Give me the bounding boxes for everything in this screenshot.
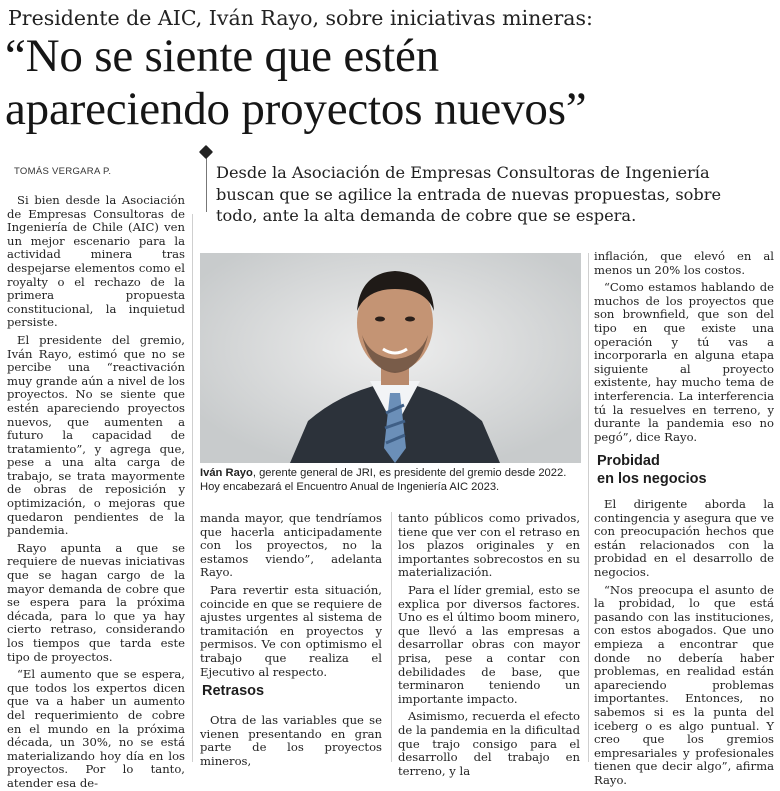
paragraph: El dirigente aborda la contingencia y asegura que ve con preocupación hechos que están relacionados con la probidad en el desarrollo de negocios.	[594, 497, 774, 579]
paragraph: manda mayor, que tendríamos que hacerla anticipadamente con los proyectos, no la estamos viendo”, adelanta Rayo.	[200, 511, 382, 580]
lead-line: Desde la Asociación de Empresas Consultoras de Ingeniería	[216, 163, 710, 182]
headline-line-2: apareciendo proyectos nuevos”	[5, 83, 587, 135]
diamond-bullet-icon	[199, 145, 213, 159]
article-lead	[216, 162, 776, 227]
lead-line: todo, ante la alta demanda de cobre que se espera.	[216, 206, 637, 226]
portrait-illustration	[200, 253, 581, 463]
photo-caption	[200, 466, 584, 495]
caption-text: , gerente general de JRI, es presidente del gremio desde 2022. Hoy encabezará el Encuentro Anual de Ingeniería AIC 2023.	[200, 467, 567, 494]
subhead-retrasos: Retrasos	[202, 683, 265, 699]
article-column-3	[398, 512, 580, 778]
column-rule	[391, 512, 392, 762]
subhead-line: Probidad	[597, 453, 660, 469]
article-column-4	[594, 250, 774, 444]
lead-line: buscan que se agilice la entrada de nuevas propuestas, sobre	[216, 184, 722, 204]
paragraph: Rayo apunta a que se requiere de nuevas iniciativas que se hagan cargo de la mayor demanda de cobre que se espera para la próxima década, para lo que ya hay cierto retraso, considerando los tiempos que tarda este tipo de proyectos.	[7, 540, 185, 664]
paragraph: Para el líder gremial, esto se explica por diversos factores. Uno es el último boom minero, que llevó a las empresas a desarrollar obras con mayor prisa, pese a contar con debilidades de base, que terminaron teniendo un importante impacto.	[398, 582, 580, 706]
article-column-2	[200, 512, 382, 679]
subhead-probidad	[597, 452, 707, 488]
portrait-photo	[200, 253, 581, 463]
article-column-2-continued	[200, 714, 382, 768]
author-byline: TOMÁS VERGARA P.	[14, 166, 112, 177]
article-headline	[5, 30, 777, 136]
column-rule	[588, 253, 589, 762]
paragraph: “El aumento que se espera, que todos los expertos dicen que va a haber un aumento del requerimiento de cobre en el mundo en la próxima década, un 30%, no se está materializando hoy día en los proyectos. Por lo tanto, atender esa de-	[7, 667, 185, 790]
headline-line-1: “No se siente que estén	[5, 30, 439, 82]
subhead-line: en los negocios	[597, 471, 707, 487]
article-column-4-continued	[594, 498, 774, 787]
paragraph: inflación, que elevó en al menos un 20% los costos.	[594, 249, 774, 277]
paragraph: Para revertir esta situación, coincide en que se requiere de ajustes urgentes al sistema de tramitación en proyectos y permisos. Ve con optimismo el trabajo que realiza el Ejecutivo al respecto.	[200, 582, 382, 679]
caption-name: Iván Rayo	[200, 467, 253, 479]
paragraph: “Como estamos hablando de muchos de los proyectos que son brownfield, que son del tipo en que existe una operación y tú vas a incorporarla en alguna etapa siguiente al proyecto existente, hay mucho tema de interferencia. La interferencia tú la resuelves en terreno, y durante la pandemia eso no pegó”, dice Rayo.	[594, 280, 774, 444]
column-rule	[192, 214, 193, 762]
article-kicker: Presidente de AIC, Iván Rayo, sobre iniciativas mineras:	[8, 6, 593, 30]
paragraph: Asimismo, recuerda el efecto de la pandemia en la dificultad que trajo consigo para el desarrollo del trabajo en terreno, y la	[398, 709, 580, 778]
paragraph: “Nos preocupa el asunto de la probidad, lo que está pasando con las instituciones, con estos abogados. Que uno empieza a encontrar que donde no debería haber problemas, en realidad están apareciendo problemas importantes. Entonces, no sabemos si es la punta del iceberg o es algo puntual. Y creo que los gremios empresariales y profesionales tienen que decir algo”, afirma Rayo.	[594, 582, 774, 787]
lead-divider	[206, 150, 207, 212]
paragraph: Otra de las variables que se vienen presentando en gran parte de los proyectos mineros,	[200, 713, 382, 768]
paragraph: El presidente del gremio, Iván Rayo, estimó que no se percibe una “reactivación muy grande aún a nivel de los proyectos. No se siente que estén apareciendo proyectos nuevos, que aumenten a futuro la capacidad de tratamiento”, y agrega que, pese a una alta carga de trabajo, se trata mayormente de obras de reposición y optimización, o mejoras que quedaron pendientes de la pandemia.	[7, 332, 185, 538]
paragraph: Si bien desde la Asociación de Empresas Consultoras de Ingeniería de Chile (AIC) ven un mejor escenario para la actividad minera tras despejarse elementos como el royalty o el rechazo de la primera propuesta constitucional, la inquietud persiste.	[7, 193, 185, 330]
paragraph: tanto públicos como privados, tiene que ver con el retraso en los plazos originales y en importantes sobrecostos en su materialización.	[398, 511, 580, 580]
article-column-1	[7, 194, 185, 791]
